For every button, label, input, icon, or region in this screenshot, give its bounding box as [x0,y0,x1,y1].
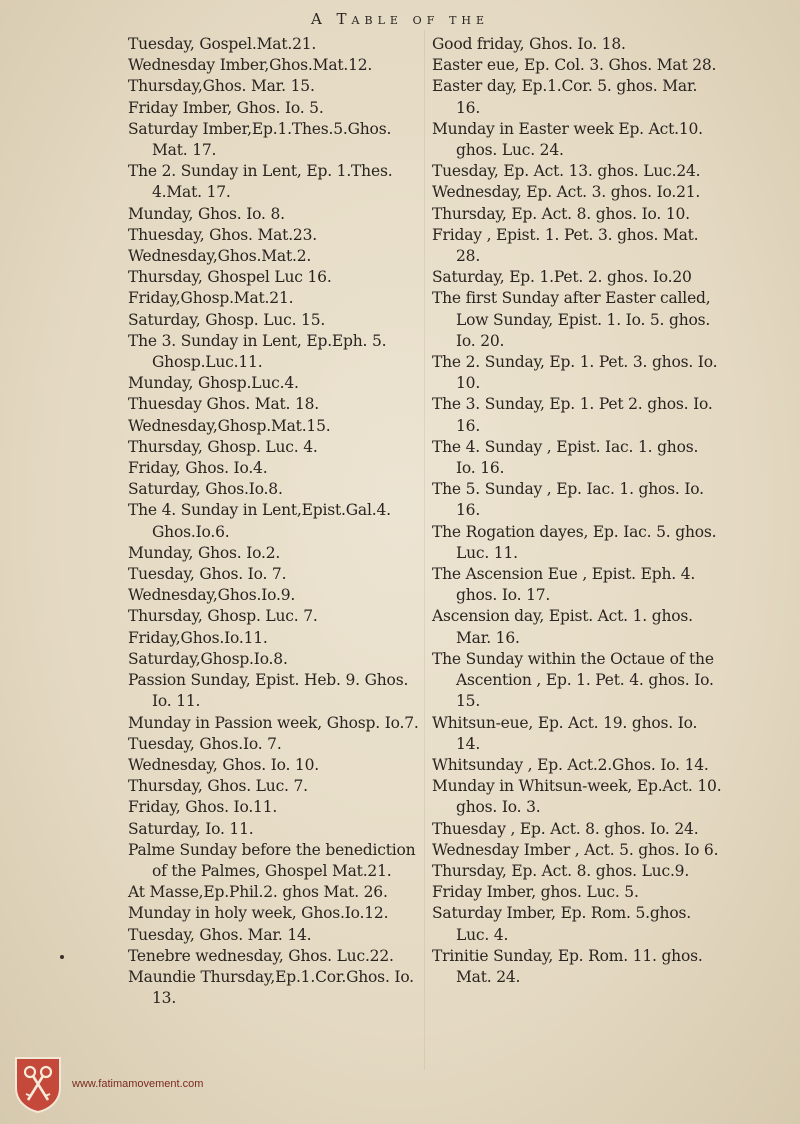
table-entry: The 4. Sunday , Epist. Iac. 1. ghos. Io. 16. [432,437,699,478]
table-entry: Saturday, Ghos.Io.8. [128,480,283,499]
table-entry: Wednesday,Ghos.Mat.2. [128,247,312,266]
table-entry: Wednesday, Ghos. Io. 10. [128,755,319,774]
table-entry: Wednesday,Ghosp.Mat.15. [128,416,331,435]
table-entry: Thuesday Ghos. Mat. 18. [128,395,320,414]
table-entry: Palme Sunday before the benediction of the Palmes, Ghospel Mat.21. [128,840,416,880]
website-link[interactable]: www.fatimamovement.com [72,1078,204,1090]
right-column [432,34,722,988]
table-entry: Wednesday Imber,Ghos.Mat.12. [128,56,373,75]
table-entry: The first Sunday after Easter called, Low Sunday, Epist. 1. Io. 5. ghos. Io. 20. [432,289,711,350]
table-entry: Saturday, Ghosp. Luc. 15. [128,310,326,329]
table-entry: Tuesday, Ep. Act. 13. ghos. Luc.24. [432,162,701,181]
table-entry: Saturday Imber,Ep.1.Thes.5.Ghos. Mat. 17. [128,119,392,160]
table-entry: Saturday, Io. 11. [128,819,254,838]
table-entry: Thursday, Ep. Act. 8. ghos. Luc.9. [432,861,690,880]
table-entry: Whitsunday , Ep. Act.2.Ghos. Io. 14. [432,755,709,774]
table-entry: Maundie Thursday,Ep.1.Cor.Ghos. Io. 13. [128,967,414,1008]
table-entry: Friday, Ghos. Io.4. [128,459,268,478]
table-entry: Tuesday, Gospel.Mat.21. [128,35,317,53]
table-entry: Saturday,Ghosp.Io.8. [128,649,288,668]
table-entry: Thursday, Ghosp. Luc. 7. [128,607,318,626]
table-entry: Tenebre wednesday, Ghos. Luc.22. [128,946,394,965]
table-entry: Munday in Whitsun-week, Ep.Act. 10. ghos. Io. 3. [432,777,722,817]
table-entry: Friday, Ghos. Io.11. [128,798,278,817]
table-entry: The 2. Sunday, Ep. 1. Pet. 3. ghos. Io. 10. [432,353,718,393]
table-entry: Friday , Epist. 1. Pet. 3. ghos. Mat. 28. [432,225,699,266]
papal-keys-seal-icon [12,1054,64,1114]
table-entry: The 3. Sunday in Lent, Ep.Eph. 5. Ghosp.Luc.11. [128,331,387,372]
table-entry: Munday, Ghosp.Luc.4. [128,374,299,393]
table-entry: Wednesday, Ep. Act. 3. ghos. Io.21. [432,183,701,202]
table-entry: The 4. Sunday in Lent,Epist.Gal.4. Ghos.Io.6. [128,501,391,541]
table-entry: The Sunday within the Octaue of the Ascention , Ep. 1. Pet. 4. ghos. Io. 15. [432,649,714,711]
page-header: A Table of the [310,10,490,28]
table-entry: The 3. Sunday, Ep. 1. Pet 2. ghos. Io. 16. [432,395,713,435]
table-entry: Thursday, Ghos. Luc. 7. [128,777,308,796]
table-entry: Munday in holy week, Ghos.Io.12. [128,904,389,923]
table-entry: Ascension day, Epist. Act. 1. ghos. Mar. 16. [432,607,693,647]
table-entry: Tuesday, Ghos.Io. 7. [128,734,282,753]
table-entry: The Ascension Eue , Epist. Eph. 4. ghos. Io. 17. [432,565,696,605]
column-divider [424,30,425,1070]
table-entry: The Rogation dayes, Ep. Iac. 5. ghos. Luc. 11. [432,522,717,562]
table-entry: Saturday Imber, Ep. Rom. 5.ghos. Luc. 4. [432,904,691,944]
margin-dot [60,955,64,959]
table-entry: Munday, Ghos. Io.2. [128,543,281,562]
table-entry: Friday Imber, Ghos. Io. 5. [128,98,324,117]
table-entry: The 2. Sunday in Lent, Ep. 1.Thes. 4.Mat. 17. [128,162,393,202]
table-entry: Thuesday, Ghos. Mat.23. [128,225,317,244]
table-entry: Easter eue, Ep. Col. 3. Ghos. Mat 28. [432,56,717,75]
table-entry: Thursday, Ghosp. Luc. 4. [128,437,318,456]
table-entry: Saturday, Ep. 1.Pet. 2. ghos. Io.20 [432,268,692,287]
table-entry: Tuesday, Ghos. Mar. 14. [128,925,312,944]
table-entry: Thursday, Ghospel Luc 16. [128,268,332,287]
table-entry: Munday in Easter week Ep. Act.10. ghos. Luc. 24. [432,119,703,160]
table-entry: Good friday, Ghos. Io. 18. [432,35,626,53]
table-entry: Wednesday,Ghos.Io.9. [128,586,296,605]
table-entry: The 5. Sunday , Ep. Iac. 1. ghos. Io. 16. [432,480,704,520]
table-entry: Tuesday, Ghos. Io. 7. [128,565,287,584]
table-entry: Munday in Passion week, Ghosp. Io.7. [128,713,419,732]
table-entry: Friday Imber, ghos. Luc. 5. [432,883,639,902]
table-entry: Thursday,Ghos. Mar. 15. [128,77,315,96]
table-entry: Wednesday Imber , Act. 5. ghos. Io 6. [432,840,719,859]
table-entry: Thursday, Ep. Act. 8. ghos. Io. 10. [432,204,690,223]
table-entry: Trinitie Sunday, Ep. Rom. 11. ghos. Mat. 24. [432,946,703,986]
table-entry: Passion Sunday, Epist. Heb. 9. Ghos. Io. 11. [128,671,409,711]
table-entry: Easter day, Ep.1.Cor. 5. ghos. Mar. 16. [432,77,698,117]
left-column [128,34,420,1009]
table-entry: Munday, Ghos. Io. 8. [128,204,285,223]
table-entry: Friday,Ghosp.Mat.21. [128,289,294,308]
table-entry: Friday,Ghos.Io.11. [128,628,268,647]
footer [12,1054,203,1114]
table-entry: Whitsun-eue, Ep. Act. 19. ghos. Io. 14. [432,713,698,753]
table-entry: Thuesday , Ep. Act. 8. ghos. Io. 24. [432,819,699,838]
table-entry: At Masse,Ep.Phil.2. ghos Mat. 26. [128,883,388,902]
